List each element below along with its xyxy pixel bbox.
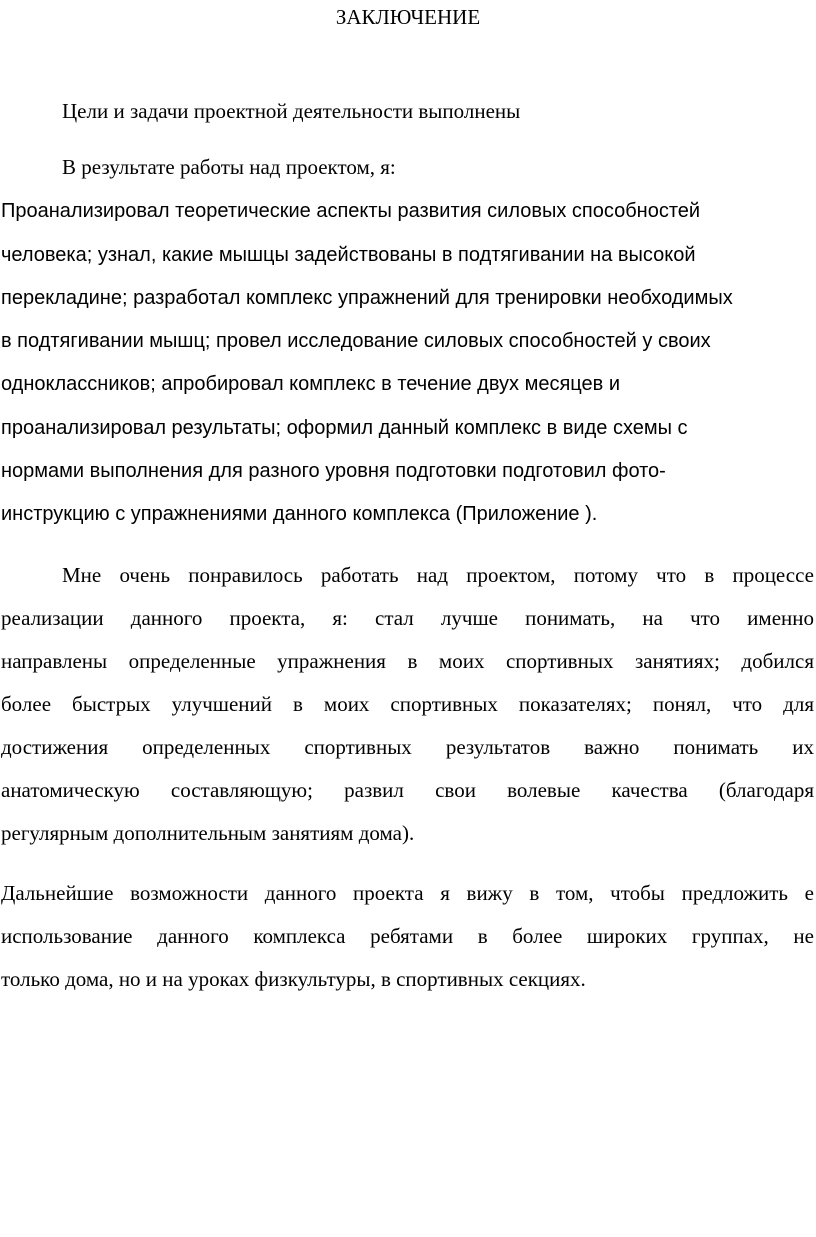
results-line: в подтягивании мышц; провел исследование силовых способностей у своих xyxy=(1,330,711,352)
results-line: инструкцию с упражнениями данного комплекса (Приложение ). xyxy=(1,503,598,525)
impressions-line: достижения определенных спортивных результатов важно понимать их xyxy=(1,735,814,759)
results-line: перекладине; разработал комплекс упражнений для тренировки необходимых xyxy=(1,287,733,309)
results-line: человека; узнал, какие мышцы задействованы в подтягивании на высокой xyxy=(1,244,696,266)
results-line: Проанализировал теоретические аспекты развития силовых способностей xyxy=(1,200,701,222)
prospects-line: использование данного комплекса ребятами в более широких группах, не xyxy=(1,924,814,948)
impressions-line: более быстрых улучшений в моих спортивных показателях; понял, что для xyxy=(1,692,814,716)
impressions-line: направлены определенные упражнения в моих спортивных занятиях; добился xyxy=(1,649,814,673)
page-title: ЗАКЛЮЧЕНИЕ xyxy=(335,5,481,29)
impressions-line: анатомическую составляющую; развил свои волевые качества (благодаря xyxy=(1,778,814,802)
results-line: нормами выполнения для разного уровня подготовки подготовил фото- xyxy=(1,460,666,482)
impressions-line: регулярным дополнительным занятиям дома). xyxy=(1,821,415,845)
intro-line: Цели и задачи проектной деятельности выполнены xyxy=(62,99,521,123)
impressions-line: реализации данного проекта, я: стал лучше понимать, на что именно xyxy=(1,606,814,630)
prospects-line: Дальнейшие возможности данного проекта я вижу в том, чтобы предложить е xyxy=(1,881,814,905)
lead-line: В результате работы над проектом, я: xyxy=(62,155,396,179)
results-line: одноклассников; апробировал комплекс в течение двух месяцев и xyxy=(1,373,621,395)
prospects-line: только дома, но и на уроках физкультуры, в спортивных секциях. xyxy=(1,967,586,991)
impressions-line: Мне очень понравилось работать над проектом, потому что в процессе xyxy=(62,563,814,587)
results-line: проанализировал результаты; оформил данный комплекс в виде схемы с xyxy=(1,417,688,439)
